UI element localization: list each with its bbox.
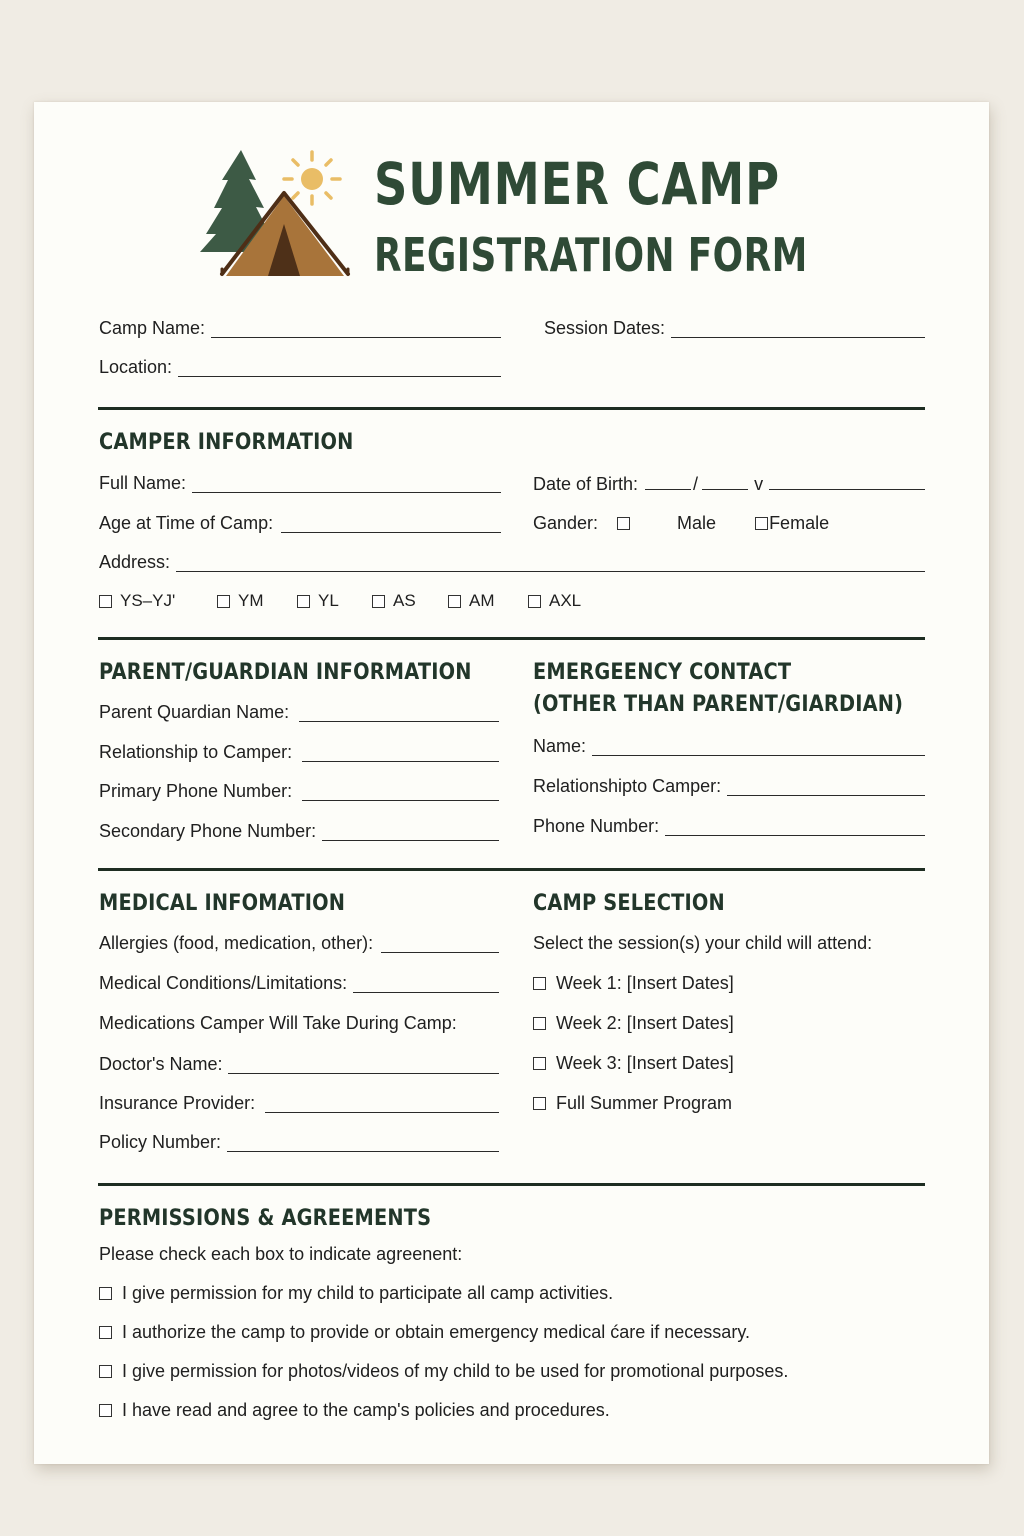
size-label: AXL xyxy=(549,591,582,610)
session-label: Full Summer Program xyxy=(556,1093,733,1113)
emergency-name-field[interactable] xyxy=(533,736,925,762)
size-option[interactable] xyxy=(217,591,297,611)
location-label: Location: xyxy=(99,357,173,377)
size-label: AS xyxy=(393,591,416,610)
conditions-label: Medical Conditions/Limitations: xyxy=(99,973,348,993)
size-label: YS–YJ' xyxy=(120,591,176,610)
emergency-phone-label: Phone Number: xyxy=(533,816,660,836)
shirt-size-options xyxy=(99,591,581,611)
session-label: Week 3: [Insert Dates] xyxy=(556,1053,734,1073)
permissions-instruction: Please check each box to indicate agreenent: xyxy=(99,1244,463,1264)
size-label: YL xyxy=(318,591,339,610)
location-input[interactable] xyxy=(178,360,501,377)
session-label: Week 1: [Insert Dates] xyxy=(556,973,734,993)
form-title: SUMMER CAMP xyxy=(374,150,780,218)
doctor-name-label: Doctor's Name: xyxy=(99,1054,223,1074)
permission-checkbox[interactable] xyxy=(99,1287,112,1300)
gender-label: Gander: xyxy=(533,513,599,533)
conditions-input[interactable] xyxy=(353,976,499,993)
permissions-heading: PERMISSIONS & AGREEMENTS xyxy=(99,1206,432,1231)
secondary-phone-field[interactable] xyxy=(99,821,499,847)
dob-day-input[interactable] xyxy=(702,475,748,490)
primary-phone-input[interactable] xyxy=(302,784,499,801)
permission-label: I have read and agree to the camp's policies and procedures. xyxy=(122,1400,610,1420)
address-field[interactable] xyxy=(99,552,925,578)
emergency-name-input[interactable] xyxy=(592,739,925,756)
emergency-relationship-input[interactable] xyxy=(727,779,925,796)
permission-checkbox[interactable] xyxy=(99,1326,112,1339)
primary-phone-field[interactable] xyxy=(99,781,499,807)
camp-name-field[interactable] xyxy=(99,318,501,344)
gender-field xyxy=(533,513,829,534)
age-field[interactable] xyxy=(99,513,501,539)
section-divider xyxy=(98,407,925,410)
emergency-phone-input[interactable] xyxy=(665,819,925,836)
emergency-phone-field[interactable] xyxy=(533,816,925,842)
secondary-phone-label: Secondary Phone Number: xyxy=(99,821,317,841)
address-label: Address: xyxy=(99,552,171,572)
size-checkbox[interactable] xyxy=(372,595,385,608)
permission-label: I give permission for my child to participate all camp activities. xyxy=(122,1283,614,1303)
permission-item-photos[interactable] xyxy=(99,1361,788,1382)
section-divider xyxy=(98,1183,925,1186)
dob-separator: / xyxy=(693,474,699,494)
doctor-name-field[interactable] xyxy=(99,1054,499,1080)
form-subtitle: REGISTRATION FORM xyxy=(374,228,808,282)
permission-item-activities[interactable] xyxy=(99,1283,613,1304)
session-checkbox[interactable] xyxy=(533,977,546,990)
session-dates-field[interactable] xyxy=(544,318,925,344)
conditions-field[interactable] xyxy=(99,973,499,999)
session-dates-input[interactable] xyxy=(671,321,925,338)
full-name-input[interactable] xyxy=(192,476,501,493)
medications-label: Medications Camper Will Take During Camp: xyxy=(99,1013,457,1033)
session-label: Week 2: [Insert Dates] xyxy=(556,1013,734,1033)
size-option[interactable] xyxy=(448,591,528,611)
session-instruction: Select the session(s) your child will attend: xyxy=(533,933,873,953)
parent-name-input[interactable] xyxy=(299,705,499,722)
allergies-label: Allergies (food, medication, other): xyxy=(99,933,374,953)
permission-item-policies[interactable] xyxy=(99,1400,610,1421)
secondary-phone-input[interactable] xyxy=(322,824,499,841)
gender-female-checkbox[interactable] xyxy=(755,517,768,530)
address-input[interactable] xyxy=(176,555,925,572)
size-checkbox[interactable] xyxy=(448,595,461,608)
age-input[interactable] xyxy=(281,516,501,533)
permission-label: I authorize the camp to provide or obtain emergency medical ćare if necessary. xyxy=(122,1322,750,1342)
dob-year-input[interactable] xyxy=(769,475,925,490)
insurance-field[interactable] xyxy=(99,1093,499,1119)
policy-number-label: Policy Number: xyxy=(99,1132,222,1152)
session-option-week3[interactable] xyxy=(533,1053,734,1074)
camp-name-label: Camp Name: xyxy=(99,318,206,338)
emergency-name-label: Name: xyxy=(533,736,587,756)
doctor-name-input[interactable] xyxy=(228,1057,499,1074)
size-checkbox[interactable] xyxy=(528,595,541,608)
size-checkbox[interactable] xyxy=(297,595,310,608)
camper-info-heading: CAMPER INFORMATION xyxy=(99,430,354,455)
full-name-label: Full Name: xyxy=(99,473,187,493)
size-option[interactable] xyxy=(99,591,217,611)
parent-name-label: Parent Quardian Name: xyxy=(99,702,290,722)
camp-logo-icon xyxy=(196,146,358,282)
gender-male-label: Male xyxy=(677,513,717,533)
size-option[interactable] xyxy=(297,591,372,611)
size-label: AM xyxy=(469,591,495,610)
relationship-input[interactable] xyxy=(302,745,499,762)
permission-item-medical-care[interactable] xyxy=(99,1322,750,1343)
permission-checkbox[interactable] xyxy=(99,1365,112,1378)
size-checkbox[interactable] xyxy=(99,595,112,608)
session-checkbox[interactable] xyxy=(533,1097,546,1110)
dob-month-input[interactable] xyxy=(645,475,691,490)
age-label: Age at Time of Camp: xyxy=(99,513,274,533)
policy-number-input[interactable] xyxy=(227,1135,499,1152)
insurance-input[interactable] xyxy=(265,1096,499,1113)
gender-female-label: Female xyxy=(769,513,830,533)
section-divider xyxy=(98,868,925,871)
camp-name-input[interactable] xyxy=(211,321,501,338)
location-field[interactable] xyxy=(99,357,501,383)
session-option-full-summer[interactable] xyxy=(533,1093,732,1114)
camp-selection-heading: CAMP SELECTION xyxy=(533,891,725,916)
size-option[interactable] xyxy=(372,591,448,611)
session-checkbox[interactable] xyxy=(533,1057,546,1070)
gender-male-checkbox[interactable] xyxy=(617,517,630,530)
permission-checkbox[interactable] xyxy=(99,1404,112,1417)
session-checkbox[interactable] xyxy=(533,1017,546,1030)
size-label: YM xyxy=(238,591,264,610)
session-dates-label: Session Dates: xyxy=(544,318,666,338)
allergies-input[interactable] xyxy=(381,936,499,953)
primary-phone-label: Primary Phone Number: xyxy=(99,781,293,801)
dob-label: Date of Birth: xyxy=(533,474,639,494)
session-option-week1[interactable] xyxy=(533,973,734,994)
permission-label: I give permission for photos/videos of my child to be used for promotional purposes. xyxy=(122,1361,789,1381)
section-divider xyxy=(98,637,925,640)
insurance-label: Insurance Provider: xyxy=(99,1093,256,1113)
emergency-relationship-label: Relationshipto Camper: xyxy=(533,776,722,796)
date-of-birth-field[interactable] xyxy=(533,474,925,495)
size-checkbox[interactable] xyxy=(217,595,230,608)
emergency-contact-heading: EMERGEENCY CONTACT xyxy=(533,660,792,685)
full-name-field[interactable] xyxy=(99,473,501,499)
emergency-relationship-field[interactable] xyxy=(533,776,925,802)
size-option[interactable] xyxy=(528,591,581,611)
medical-info-heading: MEDICAL INFOMATION xyxy=(99,891,346,916)
relationship-field[interactable] xyxy=(99,742,499,768)
policy-number-field[interactable] xyxy=(99,1132,499,1158)
emergency-contact-subheading: (OTHER THAN PARENT/GIARDIAN) xyxy=(533,692,904,717)
allergies-field[interactable] xyxy=(99,933,499,959)
dob-separator-2: v xyxy=(754,474,764,494)
parent-info-heading: PARENT/GUARDIAN INFORMATION xyxy=(99,660,472,685)
session-option-week2[interactable] xyxy=(533,1013,734,1034)
relationship-label: Relationship to Camper: xyxy=(99,742,293,762)
parent-name-field[interactable] xyxy=(99,702,499,728)
